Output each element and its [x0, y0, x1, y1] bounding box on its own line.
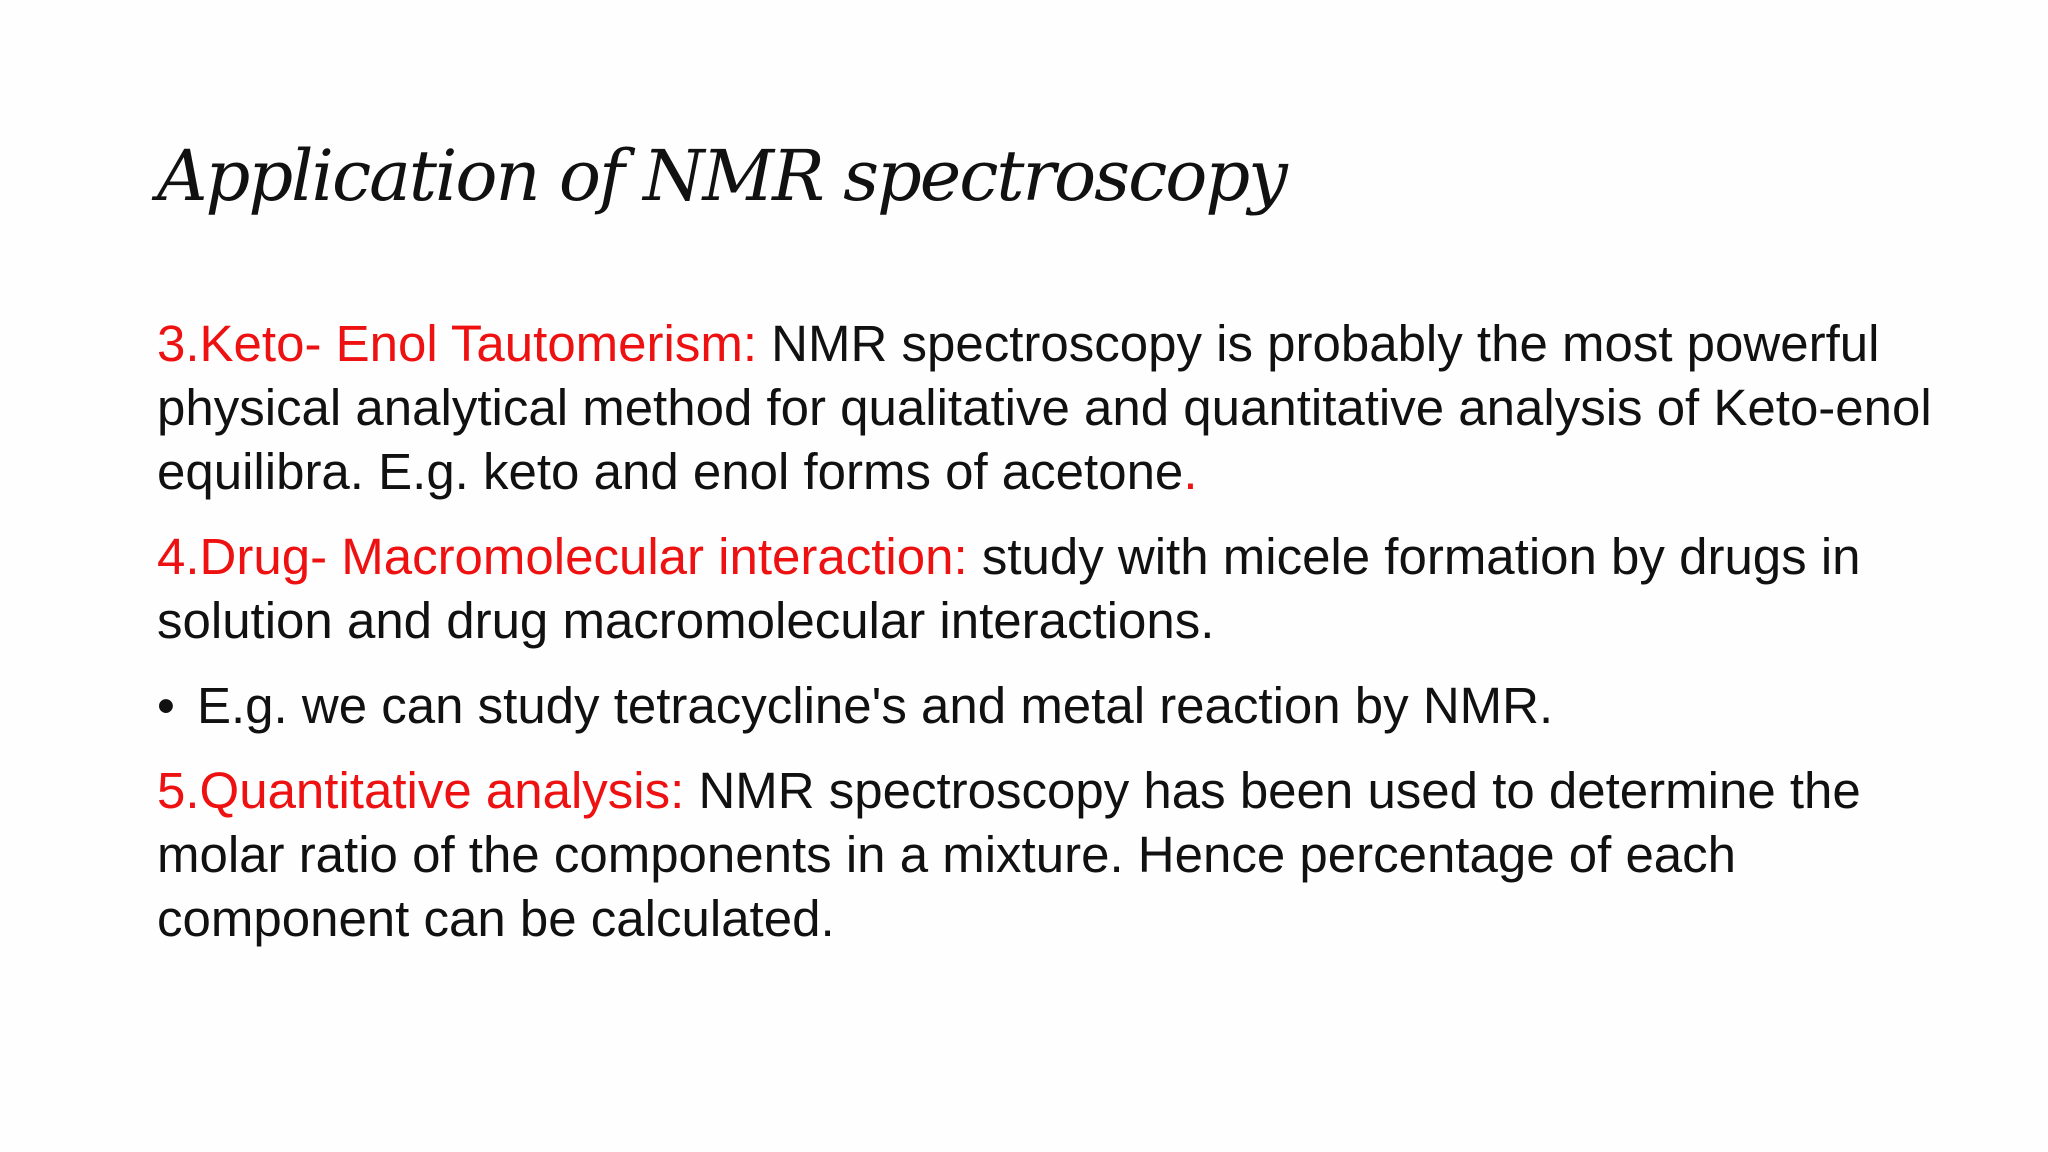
paragraph-quantitative-analysis [157, 759, 1977, 951]
bullet-icon: • [157, 677, 175, 734]
paragraph-keto-enol [157, 312, 1977, 504]
slide-body [157, 312, 1977, 951]
heading-keto-enol: 3.Keto- Enol Tautomerism: [157, 315, 757, 372]
heading-quantitative-analysis: 5.Quantitative analysis: [157, 762, 685, 819]
text-quantitative-analysis: NMR spectroscopy has been used to determine the molar ratio of the components in a mixture. Hence percentage of each component can be calculated. [157, 762, 1861, 947]
trailing-period: . [1183, 443, 1198, 500]
bullet-tetracycline [157, 674, 1977, 738]
text-drug-macromolecular: study with micele formation by drugs in solution and drug macromolecular interactions. [157, 528, 1861, 649]
text-keto-enol: NMR spectroscopy is probably the most powerful physical analytical method for qualitative and quantitative analysis of Keto-enol equilibra. E.g. keto and enol forms of acetone [157, 315, 1932, 500]
slide-title: Application of NMR spectroscopy [157, 135, 1286, 217]
paragraph-drug-macromolecular [157, 525, 1977, 653]
heading-drug-macromolecular: 4.Drug- Macromolecular interaction: [157, 528, 968, 585]
text-tetracycline: E.g. we can study tetracycline's and metal reaction by NMR. [197, 677, 1554, 734]
